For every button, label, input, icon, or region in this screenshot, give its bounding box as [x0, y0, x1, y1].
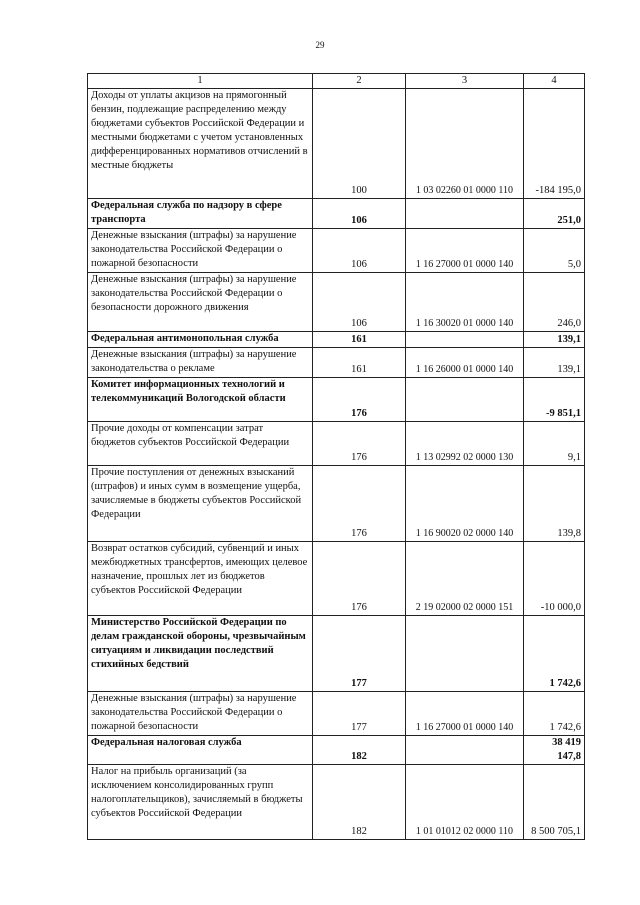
- table-row: [88, 616, 585, 692]
- row-kbk-code: 2 19 02000 02 0000 151: [406, 542, 524, 616]
- row-kbk-code: [406, 332, 524, 348]
- row-amount: -9 851,1: [524, 378, 585, 422]
- table-row: [88, 542, 585, 616]
- row-admin-code: 106: [313, 229, 406, 273]
- row-amount: 9,1: [524, 422, 585, 466]
- table-row: [88, 332, 585, 348]
- row-admin-code: 161: [313, 348, 406, 378]
- row-admin-code: 176: [313, 422, 406, 466]
- column-header-1: 1: [88, 74, 313, 89]
- row-admin-code: 177: [313, 616, 406, 692]
- row-amount: -10 000,0: [524, 542, 585, 616]
- row-admin-code: 177: [313, 692, 406, 736]
- row-amount: 1 742,6: [524, 692, 585, 736]
- row-kbk-code: 1 16 30020 01 0000 140: [406, 273, 524, 332]
- row-name: Денежные взыскания (штрафы) за нарушение законодательства о рекламе: [88, 348, 313, 378]
- table-row: [88, 229, 585, 273]
- row-admin-code: 106: [313, 273, 406, 332]
- revenue-table: [87, 73, 585, 840]
- row-amount: 139,1: [524, 348, 585, 378]
- table-header-row: [88, 74, 585, 89]
- table-row: [88, 692, 585, 736]
- row-name: Возврат остатков субсидий, субвенций и иных межбюджетных трансфертов, имеющих целевое назначение, прошлых лет из бюджетов субъектов Российской Федерации: [88, 542, 313, 616]
- row-kbk-code: 1 16 27000 01 0000 140: [406, 692, 524, 736]
- row-admin-code: 176: [313, 378, 406, 422]
- row-name: Денежные взыскания (штрафы) за нарушение законодательства Российской Федерации о пожарной безопасности: [88, 692, 313, 736]
- row-admin-code: 176: [313, 466, 406, 542]
- table-row: [88, 736, 585, 765]
- row-admin-code: 161: [313, 332, 406, 348]
- row-name: Федеральная антимонопольная служба: [88, 332, 313, 348]
- row-name: Министерство Российской Федерации по делам гражданской обороны, чрезвычайным ситуациям и ликвидации последствий стихийных бедствий: [88, 616, 313, 692]
- page-number: 29: [315, 40, 325, 50]
- row-admin-code: 100: [313, 89, 406, 199]
- column-header-2: 2: [313, 74, 406, 89]
- row-name: Федеральная налоговая служба: [88, 736, 313, 765]
- table-row: [88, 199, 585, 229]
- row-kbk-code: 1 03 02260 01 0000 110: [406, 89, 524, 199]
- table-row: [88, 378, 585, 422]
- row-amount: 139,1: [524, 332, 585, 348]
- row-admin-code: 182: [313, 736, 406, 765]
- row-name: Денежные взыскания (штрафы) за нарушение законодательства Российской Федерации о безопасности дорожного движения: [88, 273, 313, 332]
- row-amount: -184 195,0: [524, 89, 585, 199]
- table-row: [88, 422, 585, 466]
- row-amount: 8 500 705,1: [524, 765, 585, 840]
- row-name: Комитет информационных технологий и телекоммуникаций Вологодской области: [88, 378, 313, 422]
- column-header-3: 3: [406, 74, 524, 89]
- table-row: [88, 348, 585, 378]
- row-admin-code: 182: [313, 765, 406, 840]
- row-kbk-code: 1 16 26000 01 0000 140: [406, 348, 524, 378]
- row-kbk-code: 1 16 27000 01 0000 140: [406, 229, 524, 273]
- table-row: [88, 466, 585, 542]
- row-kbk-code: [406, 736, 524, 765]
- row-kbk-code: 1 16 90020 02 0000 140: [406, 466, 524, 542]
- table-row: [88, 89, 585, 199]
- row-kbk-code: [406, 616, 524, 692]
- row-admin-code: 106: [313, 199, 406, 229]
- row-kbk-code: 1 01 01012 02 0000 110: [406, 765, 524, 840]
- row-name: Прочие доходы от компенсации затрат бюджетов субъектов Российской Федерации: [88, 422, 313, 466]
- row-amount: 38 419 147,8: [524, 736, 585, 765]
- row-kbk-code: [406, 378, 524, 422]
- row-amount: 139,8: [524, 466, 585, 542]
- row-name: Денежные взыскания (штрафы) за нарушение законодательства Российской Федерации о пожарной безопасности: [88, 229, 313, 273]
- row-name: Налог на прибыль организаций (за исключением консолидированных групп налогоплательщиков), зачисляемый в бюджеты субъектов Российской Федерации: [88, 765, 313, 840]
- row-amount: 251,0: [524, 199, 585, 229]
- row-name: Федеральная служба по надзору в сфере транспорта: [88, 199, 313, 229]
- row-name: Прочие поступления от денежных взысканий (штрафов) и иных сумм в возмещение ущерба, зачисляемые в бюджеты субъектов Российской Федерации: [88, 466, 313, 542]
- row-admin-code: 176: [313, 542, 406, 616]
- table-row: [88, 765, 585, 840]
- row-name: Доходы от уплаты акцизов на прямогонный бензин, подлежащие распределению между бюджетами субъектов Российской Федерации и местными бюджетами с учетом установленных дифференцированных нормативов отчислений в местные бюджеты: [88, 89, 313, 199]
- table-row: [88, 273, 585, 332]
- row-kbk-code: 1 13 02992 02 0000 130: [406, 422, 524, 466]
- row-amount: 1 742,6: [524, 616, 585, 692]
- column-header-4: 4: [524, 74, 585, 89]
- row-kbk-code: [406, 199, 524, 229]
- row-amount: 5,0: [524, 229, 585, 273]
- row-amount: 246,0: [524, 273, 585, 332]
